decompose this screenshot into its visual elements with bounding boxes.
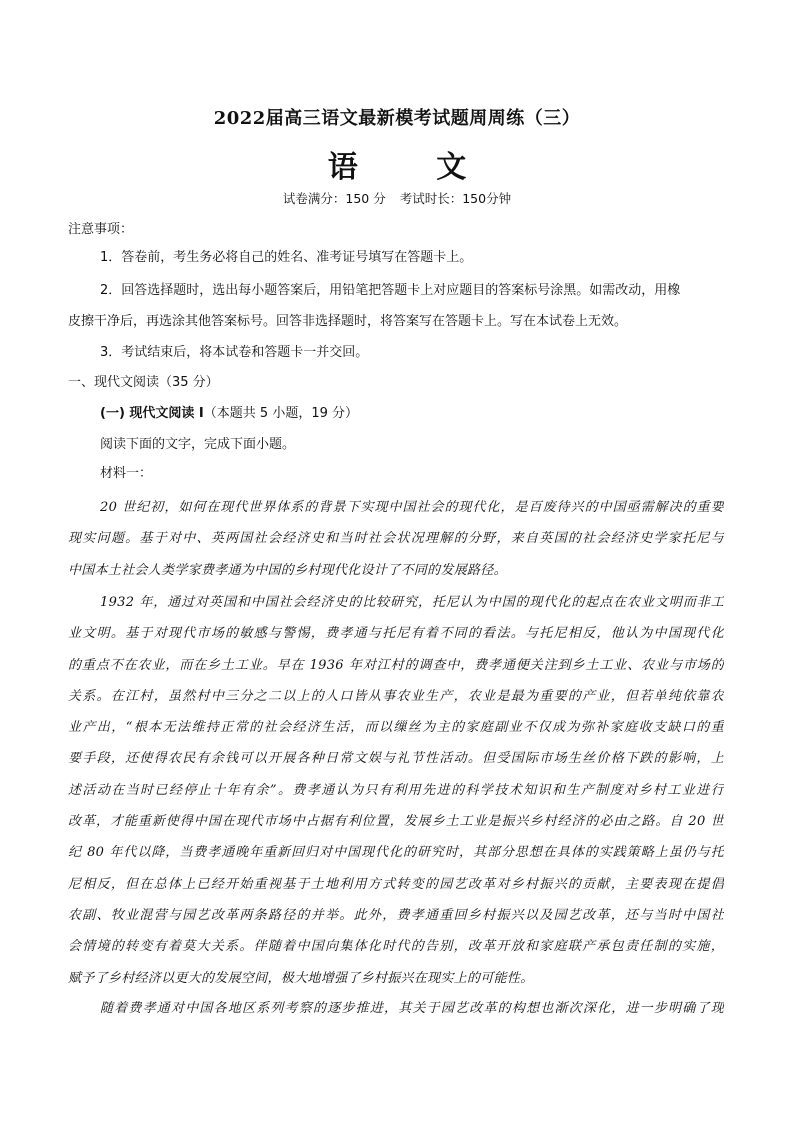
section-heading: 一、现代文阅读（35 分） [68,375,219,390]
passage-line: 要手段，还使得农民有余钱可以开展各种日常文娱与礼节性活动。但受国际市场生丝价格下跌的影响，上 [68,751,724,767]
reading-instruction: 阅读下面的文字，完成下面小题。 [100,437,296,452]
full-score: 试卷满分：150 分 [282,191,386,206]
subsection-title: (一) 现代文阅读 I [100,406,204,421]
subsection-heading [100,406,724,422]
passage-line: 随着费孝通对中国各地区系列考察的逐步推进，其关于园艺改革的构想也渐次深化，进一步明确了现 [100,1001,724,1016]
exam-title: 2022届高三语文最新模考试题周周练（三） [213,108,581,129]
passage-line: 赋予了乡村经济以更大的发展空间，极大地增强了乡村振兴在现实上的可能性。 [68,970,534,986]
passage-paragraph-3 [68,993,724,1024]
notice-item-2-line-1: 2．回答选择题时，选出每小题答案后，用铅笔把答题卡上对应题目的答案标号涂黑。如需改动，用橡 [100,283,681,298]
passage-line: 业产出，“根本无法维持正常的社会经济生活，而以缫丝为主的家庭副业不仅成为弥补家庭收支缺口的重 [68,720,724,736]
passage-paragraph-2 [68,587,724,994]
passage-line: 的重点不在农业，而在乡土工业。早在 1936 年对江村的调查中，费孝通便关注到乡土工业、农业与市场的 [68,657,724,673]
passage-line: 1932 年，通过对英国和中国社会经济史的比较研究，托尼认为中国的现代化的起点在农业文明而非工 [100,595,724,610]
exam-duration: 考试时长：150分钟 [399,191,512,206]
passage-line: 中国本土社会人类学家费孝通为中国的乡村现代化设计了不同的发展路径。 [68,562,507,578]
exam-info [0,189,794,207]
passage-line: 20 世纪初，如何在现代世界体系的背景下实现中国社会的现代化，是百废待兴的中国亟需解决的重要 [100,500,724,515]
notice-item-3: 3．考试结束后，将本试卷和答题卡一并交回。 [100,345,369,360]
passage-line: 改革，才能重新使得中国在现代市场中占据有利位置，发展乡土工业是振兴乡村经济的必由之路。自 20 世 [68,814,724,830]
passage-line: 会情境的转变有着莫大关系。伴随着中国向集体化时代的告别，改革开放和家庭联产承包责任制的实施， [68,939,724,955]
passage-line: 述活动在当时已经停止十年有余”。费孝通认为只有利用先进的科学技术知识和生产制度对乡村工业进行 [68,782,724,798]
material-label: 材料一： [100,466,153,481]
passage-line: 业文明。基于对现代市场的敏感与警惕，费孝通与托尼有着不同的看法。与托尼相反，他认为中国现代化 [68,626,724,642]
passage-line: 关系。在江村，虽然村中三分之二以上的人口皆从事农业生产，农业是最为重要的产业，但若单纯依靠农 [68,688,724,704]
passage-line: 尼相反，但在总体上已经开始重视基于土地利用方式转变的园艺改革对乡村振兴的贡献，主要表现在提倡 [68,876,724,892]
passage-paragraph-1 [68,492,724,586]
notice-heading: 注意事项： [68,222,134,237]
subsection-note: （本题共 5 小题，19 分） [203,406,358,421]
notice-item-2-line-2: 皮擦干净后，再选涂其他答案标号。回答非选择题时，将答案写在答题卡上。写在本试卷上无效。 [68,314,628,329]
notice-item-1: 1．答卷前，考生务必将自己的姓名、准考证号填写在答题卡上。 [100,250,473,265]
subject-title: 语 文 [327,150,501,185]
passage-line: 现实问题。基于对中、英两国社会经济史和当时社会状况理解的分野，来自英国的社会经济史学家托尼与 [68,531,724,547]
passage-line: 农副、牧业混营与园艺改革两条路径的并举。此外，费孝通重回乡村振兴以及园艺改革，还与当时中国社 [68,907,724,923]
passage-line: 纪 80 年代以降，当费孝通晚年重新回归对中国现代化的研究时，其部分思想在具体的实践策略上虽仍与托 [68,845,724,861]
